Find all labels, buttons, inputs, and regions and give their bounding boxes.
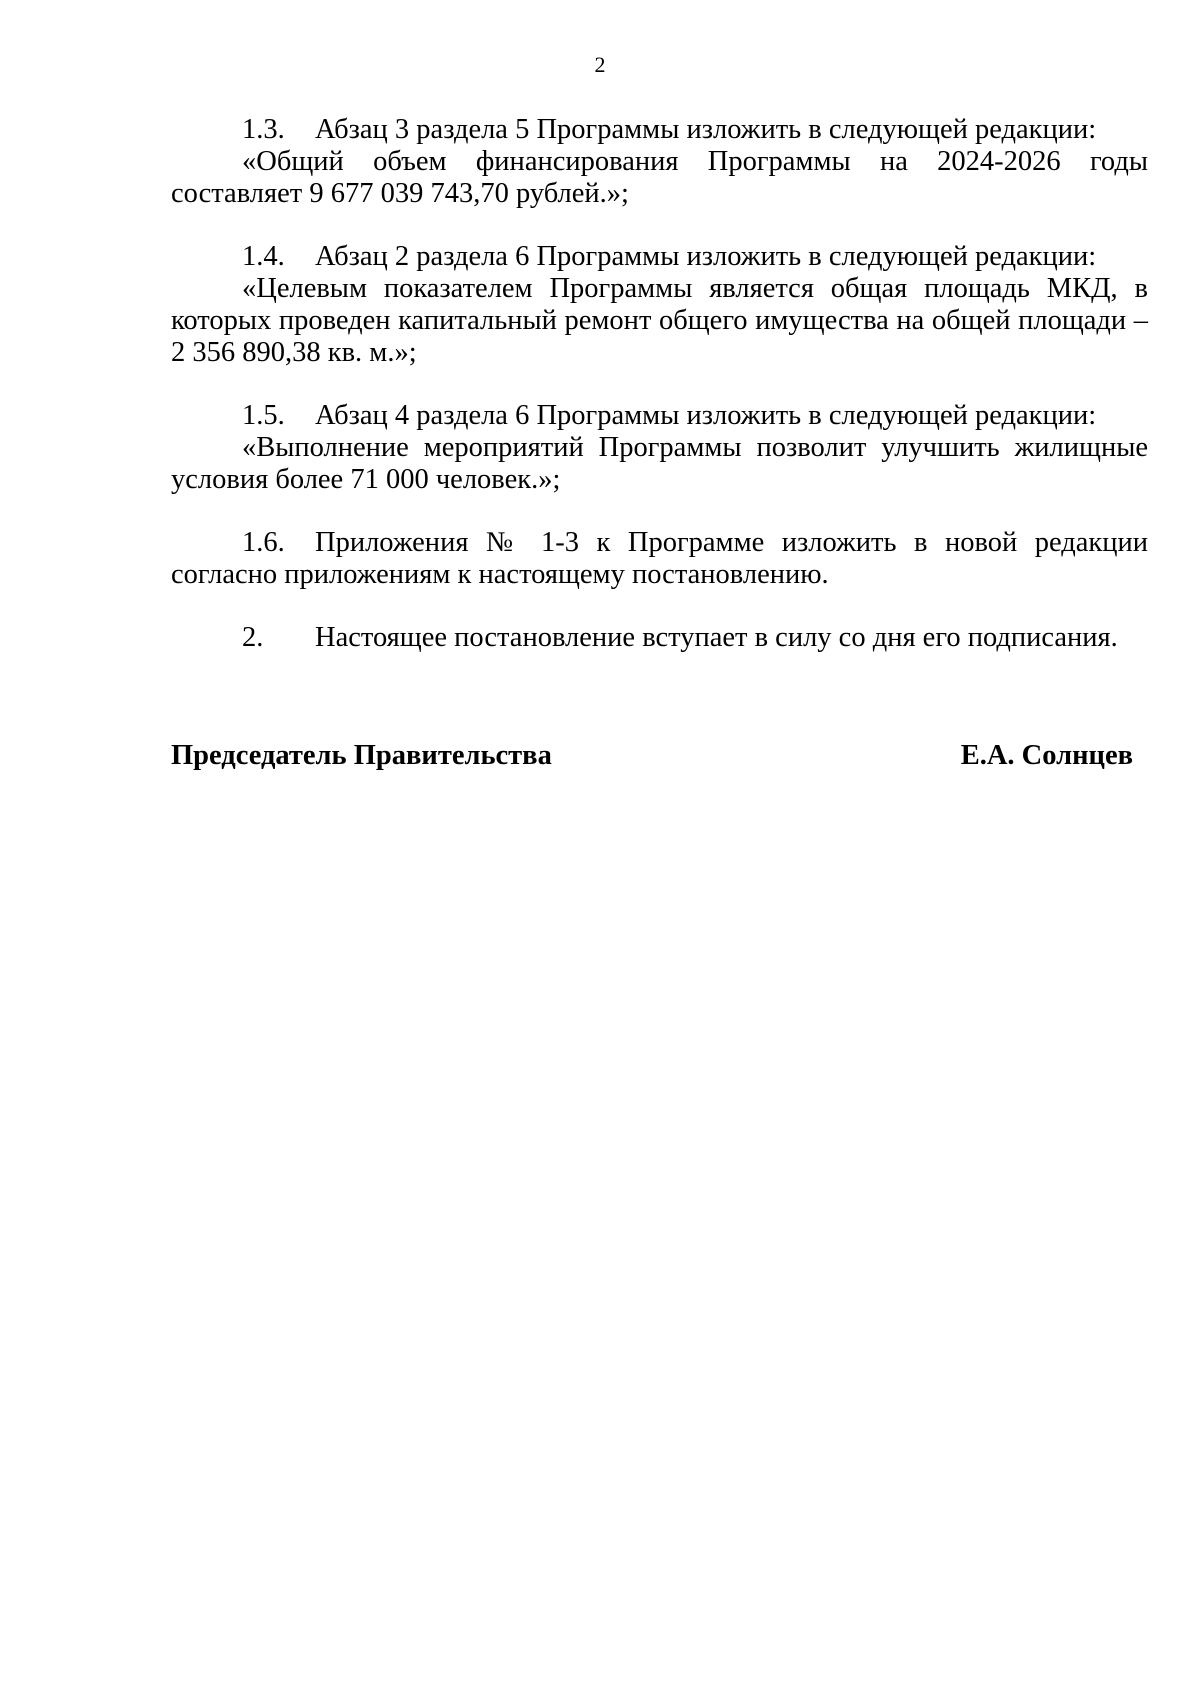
item-quote-text: «Выполнение мероприятий Программы позволит улучшить жилищные условия более 71 000 человек.»; — [171, 432, 1148, 495]
item-1-4 — [171, 241, 1148, 369]
item-heading — [171, 400, 1148, 432]
signature-block — [171, 740, 1133, 772]
signatory-position: Председатель Правительства — [171, 740, 552, 771]
item-number: 1.4. — [242, 241, 285, 272]
item-2 — [171, 622, 1148, 654]
document-body — [171, 114, 1148, 685]
item-heading-text: Абзац 3 раздела 5 Программы изложить в следующей редакции: — [315, 114, 1097, 145]
item-quote-text: «Общий объем финансирования Программы на 2024-2026 годы составляет 9 677 039 743,70 рублей.»; — [171, 146, 1148, 209]
item-heading-text: Настоящее постановление вступает в силу со дня его подписания. — [315, 622, 1118, 653]
item-number: 1.6. — [242, 527, 285, 558]
item-number: 2. — [242, 622, 264, 653]
item-1-5 — [171, 400, 1148, 496]
item-quote-text: «Целевым показателем Программы является общая площадь МКД, в которых проведен капитальный ремонт общего имущества на общей площади – 2 356 890,38 кв. м.»; — [171, 273, 1148, 368]
item-heading — [171, 622, 1148, 654]
page-number: 2 — [594, 52, 606, 77]
item-1-6 — [171, 527, 1148, 591]
signatory-name: Е.А. Солнцев — [960, 740, 1133, 771]
item-paragraph — [171, 527, 1148, 591]
item-heading-text: Абзац 4 раздела 6 Программы изложить в следующей редакции: — [315, 400, 1097, 431]
item-heading — [171, 241, 1148, 273]
item-text: Приложения № 1-3 к Программе изложить в новой редакции согласно приложениям к настоящему постановлению. — [171, 527, 1148, 590]
item-number: 1.3. — [242, 114, 285, 145]
item-number: 1.5. — [242, 400, 285, 431]
item-heading-text: Абзац 2 раздела 6 Программы изложить в следующей редакции: — [315, 241, 1097, 272]
item-heading — [171, 114, 1148, 146]
item-1-3 — [171, 114, 1148, 210]
